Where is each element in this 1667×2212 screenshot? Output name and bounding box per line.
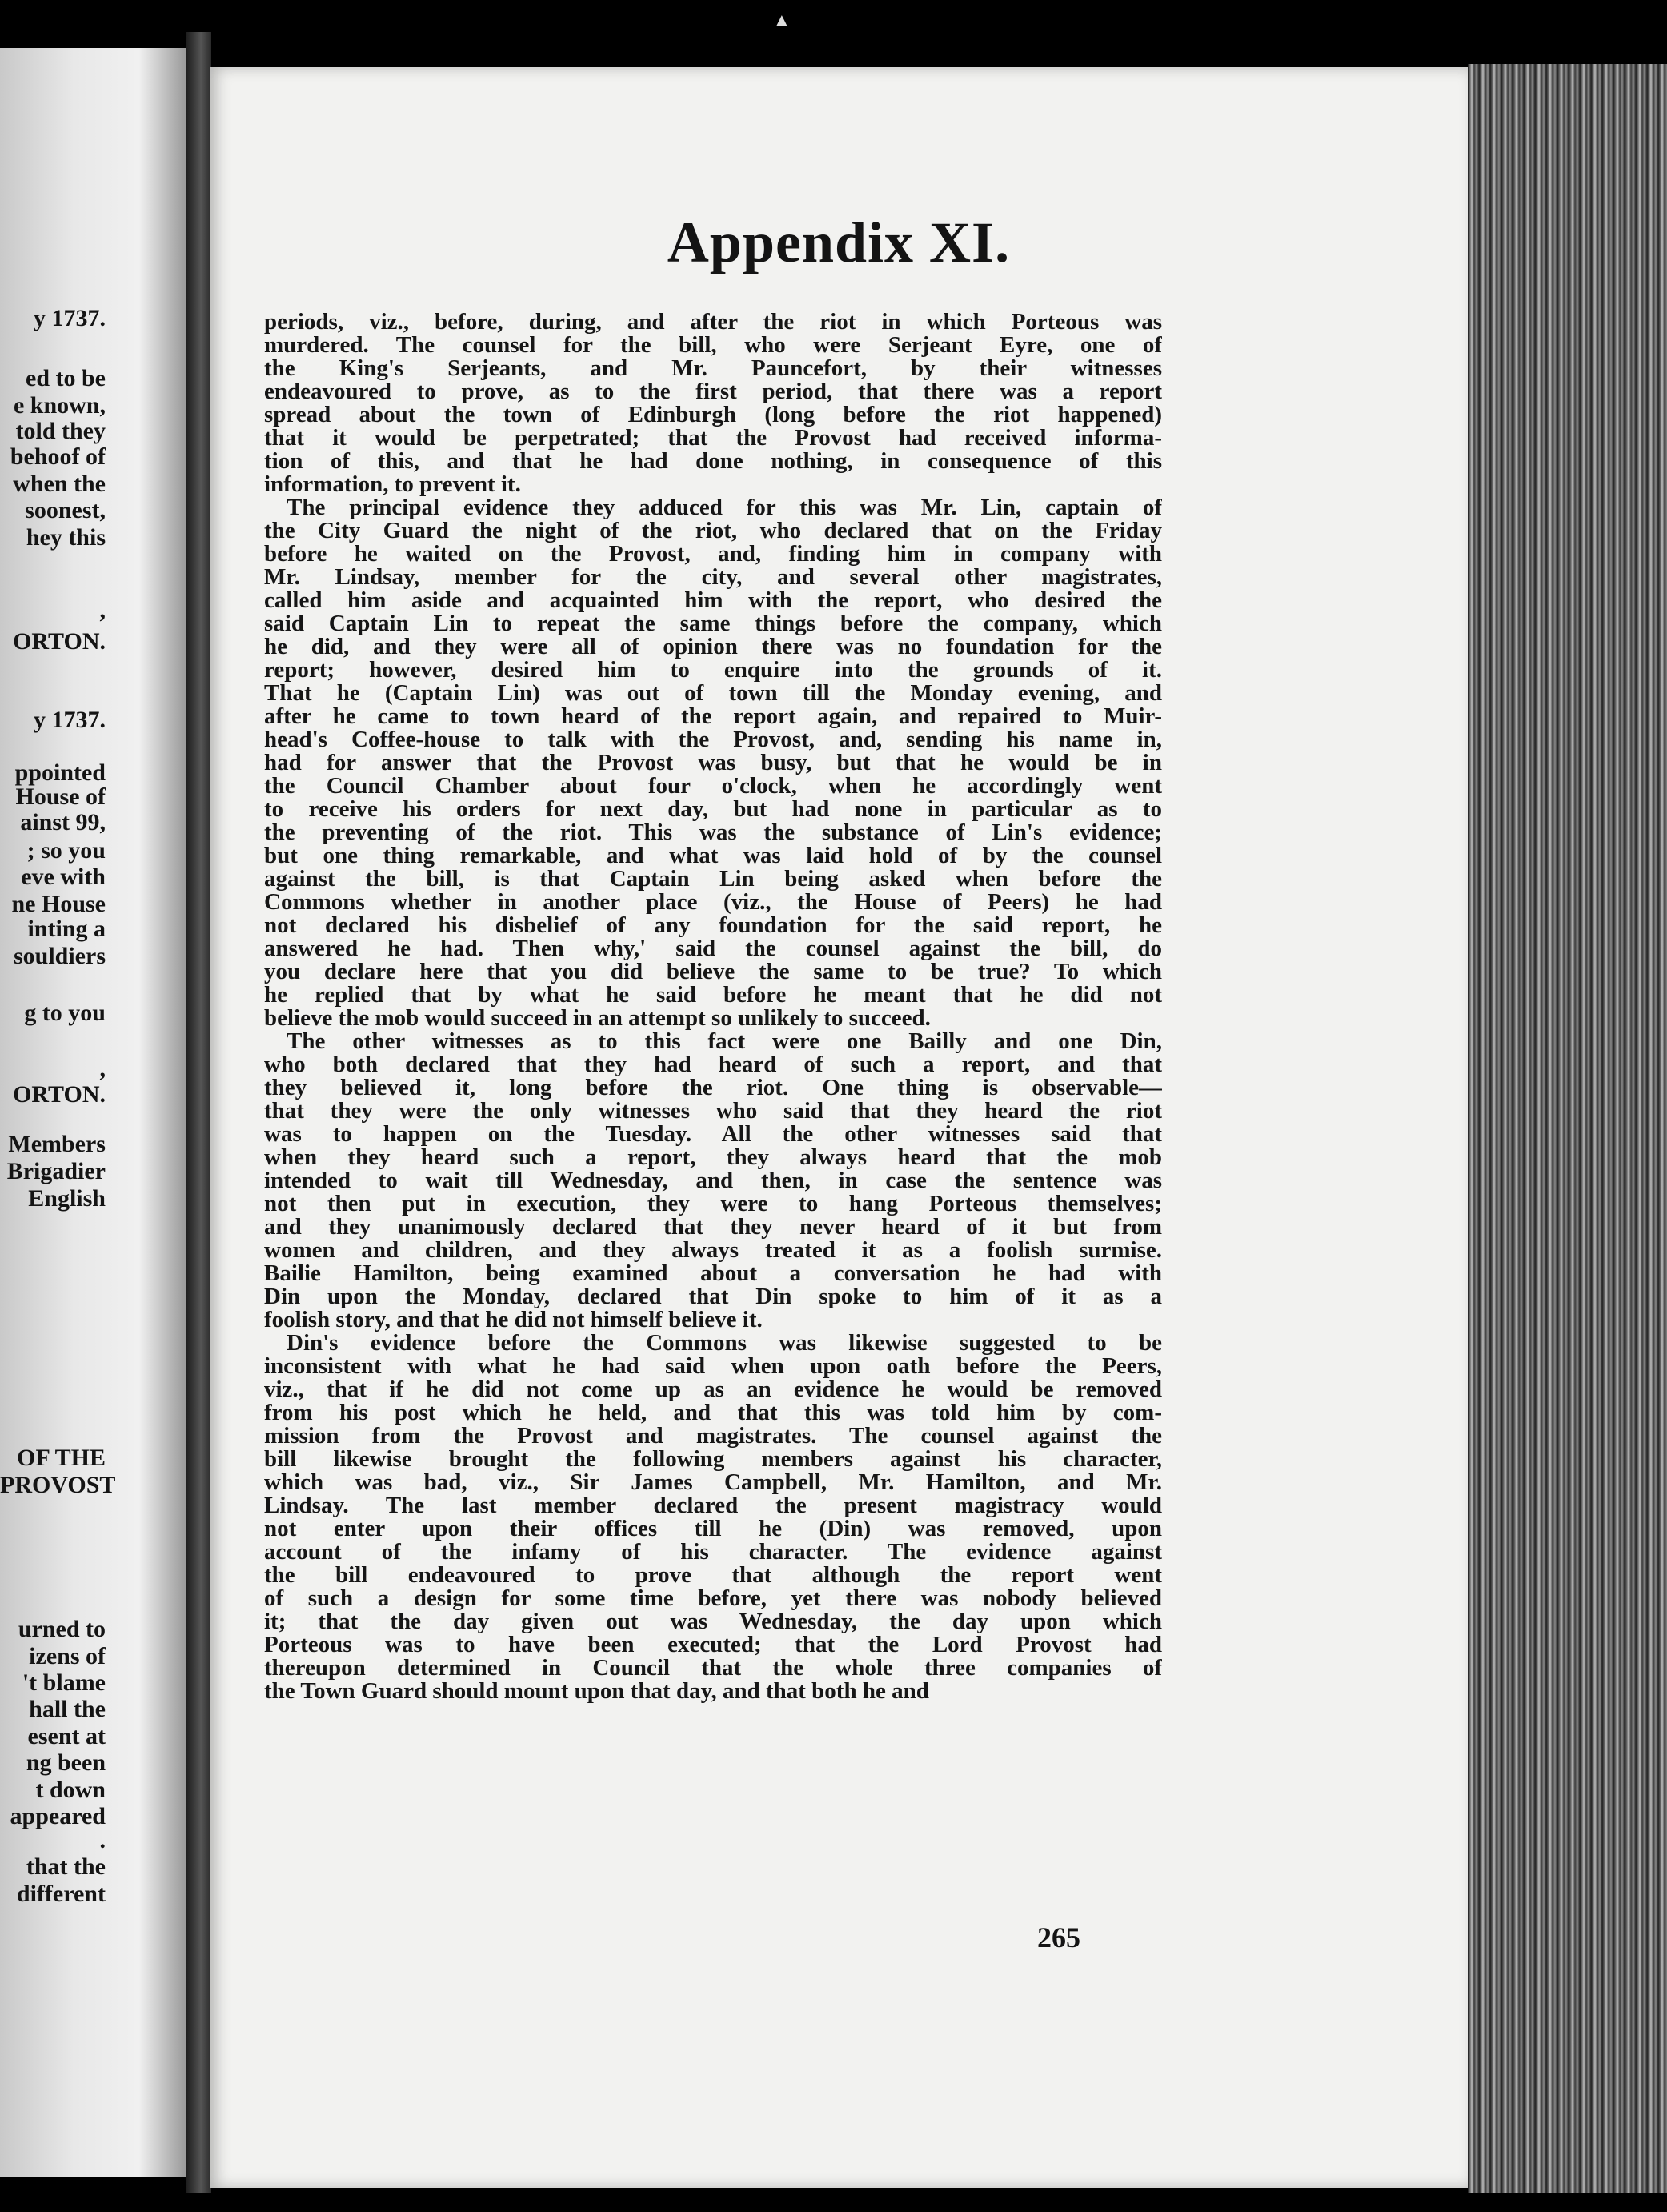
- text-line: the King's Serjeants, and Mr. Pauncefort, by their witnesses: [264, 357, 1162, 380]
- left-page-fragment: 't blame: [22, 1669, 106, 1696]
- text-line: it; that the day given out was Wednesday, the day upon which: [264, 1610, 1162, 1633]
- text-line: murdered. The counsel for the bill, who were Serjeant Eyre, one of: [264, 334, 1162, 357]
- page-edges: [1468, 64, 1667, 2193]
- text-line: women and children, and they always treated it as a foolish surmise.: [264, 1239, 1162, 1262]
- left-page-fragment: behoof of: [10, 443, 106, 470]
- book-gutter: [186, 32, 211, 2193]
- left-page-fragment: ne House: [11, 891, 106, 917]
- body-text: [264, 311, 1162, 1703]
- left-page-fragment: appeared: [10, 1803, 106, 1829]
- left-page-fragment: that the: [26, 1853, 106, 1880]
- left-page-fragment: ppointed: [14, 759, 106, 786]
- text-line: after he came to town heard of the report again, and repaired to Muir-: [264, 705, 1162, 728]
- text-line: head's Coffee-house to talk with the Provost, and, sending his name in,: [264, 728, 1162, 751]
- text-line: against the bill, is that Captain Lin being asked when before the: [264, 868, 1162, 891]
- left-page-fragment: y 1737.: [34, 305, 106, 331]
- left-page-fragment: hall the: [29, 1696, 106, 1722]
- left-page-fragment: souldiers: [13, 943, 106, 969]
- left-page-fragment: told they: [15, 418, 106, 444]
- text-line: not enter upon their offices till he (Din) was removed, upon: [264, 1517, 1162, 1541]
- left-page-fragment: hey this: [26, 524, 106, 551]
- left-page-fragment: Brigadier: [6, 1158, 106, 1184]
- left-page-fragment: when the: [13, 471, 106, 497]
- text-line: before he waited on the Provost, and, finding him in company with: [264, 543, 1162, 566]
- left-page-fragment: ainst 99,: [20, 809, 106, 836]
- text-line: Mr. Lindsay, member for the city, and several other magistrates,: [264, 566, 1162, 589]
- text-line: was to happen on the Tuesday. All the other witnesses said that: [264, 1123, 1162, 1146]
- left-page-fragment: .: [99, 1827, 106, 1853]
- text-line: he did, and they were all of opinion there was no foundation for the: [264, 635, 1162, 659]
- text-line: the bill endeavoured to prove that although the report went: [264, 1564, 1162, 1587]
- left-page-fragment: English: [28, 1185, 106, 1212]
- left-page-fragment: izens of: [29, 1643, 106, 1669]
- text-line: Commons whether in another place (viz., the House of Peers) he had: [264, 891, 1162, 914]
- left-page-fragment: esent at: [27, 1723, 106, 1749]
- text-line: Porteous was to have been executed; that the Lord Provost had: [264, 1633, 1162, 1657]
- text-line: not declared his disbelief of any foundation for the said report, he: [264, 914, 1162, 937]
- text-line: spread about the town of Edinburgh (long before the riot happened): [264, 403, 1162, 427]
- text-line: when they heard such a report, they always heard that the mob: [264, 1146, 1162, 1169]
- text-line: The principal evidence they adduced for this was Mr. Lin, captain of: [287, 496, 1162, 519]
- left-page-fragment: e known,: [13, 392, 106, 419]
- text-line: information, to prevent it.: [264, 473, 521, 496]
- text-line: The other witnesses as to this fact were one Bailly and one Din,: [287, 1030, 1162, 1053]
- text-line: foolish story, and that he did not himself believe it.: [264, 1308, 763, 1332]
- left-page-fragment: ed to be: [26, 365, 106, 391]
- text-line: endeavoured to prove, as to the first period, that there was a report: [264, 380, 1162, 403]
- left-page-fragment: different: [16, 1881, 106, 1907]
- text-line: bill likewise brought the following members against his character,: [264, 1448, 1162, 1471]
- left-page-fragment: ,: [99, 597, 106, 623]
- text-line: periods, viz., before, during, and after the riot in which Porteous was: [264, 311, 1162, 334]
- text-line: inconsistent with what he had said when upon oath before the Peers,: [264, 1355, 1162, 1378]
- left-page-fragment: soonest,: [25, 497, 106, 523]
- text-line: they believed it, long before the riot. One thing is observable—: [264, 1076, 1162, 1100]
- text-line: had for answer that the Provost was busy, but that he would be in: [264, 751, 1162, 775]
- text-line: he replied that by what he said before he meant that he did not: [264, 984, 1162, 1007]
- text-line: you declare here that you did believe the same to be true? To which: [264, 960, 1162, 984]
- left-page-fragment: urned to: [18, 1616, 106, 1642]
- text-line: Din upon the Monday, declared that Din spoke to him of it as a: [264, 1285, 1162, 1308]
- scan-mark: ▲: [773, 10, 791, 30]
- left-page-fragment: ORTON.: [13, 628, 106, 655]
- text-line: answered he had. Then why,' said the counsel against the bill, do: [264, 937, 1162, 960]
- text-line: said Captain Lin to repeat the same things before the company, which: [264, 612, 1162, 635]
- left-page-fragment: ,: [99, 1056, 106, 1082]
- left-page-fragment: g to you: [24, 1000, 106, 1026]
- text-line: that they were the only witnesses who said that they heard the riot: [264, 1100, 1162, 1123]
- text-line: mission from the Provost and magistrates. The counsel against the: [264, 1425, 1162, 1448]
- left-page-fragment: OF THE: [17, 1445, 106, 1471]
- text-line: which was bad, viz., Sir James Campbell, Mr. Hamilton, and Mr.: [264, 1471, 1162, 1494]
- text-line: who both declared that they had heard of such a report, and that: [264, 1053, 1162, 1076]
- text-line: from his post which he held, and that this was told him by com-: [264, 1401, 1162, 1425]
- text-line: the preventing of the riot. This was the substance of Lin's evidence;: [264, 821, 1162, 844]
- left-facing-page: [0, 48, 186, 2177]
- left-page-fragment: ; so you: [26, 837, 106, 864]
- text-line: to receive his orders for next day, but had none in particular as to: [264, 798, 1162, 821]
- left-page-fragment: eve with: [21, 864, 106, 890]
- text-line: report; however, desired him to enquire into the grounds of it.: [264, 659, 1162, 682]
- page-title: Appendix XI.: [667, 210, 1011, 274]
- left-page-fragment: y 1737.: [34, 707, 106, 733]
- text-line: called him aside and acquainted him with the report, who desired the: [264, 589, 1162, 612]
- text-line: Bailie Hamilton, being examined about a conversation he had with: [264, 1262, 1162, 1285]
- text-line: and they unanimously declared that they never heard of it but from: [264, 1216, 1162, 1239]
- left-page-fragment: PROVOST: [0, 1472, 116, 1498]
- text-line: of such a design for some time before, yet there was nobody believed: [264, 1587, 1162, 1610]
- text-line: intended to wait till Wednesday, and then, in case the sentence was: [264, 1169, 1162, 1192]
- left-page-fragment: Members: [8, 1131, 106, 1157]
- text-line: the Council Chamber about four o'clock, when he accordingly went: [264, 775, 1162, 798]
- text-line: viz., that if he did not come up as an evidence he would be removed: [264, 1378, 1162, 1401]
- text-line: account of the infamy of his character. The evidence against: [264, 1541, 1162, 1564]
- text-line: tion of this, and that he had done nothing, in consequence of this: [264, 450, 1162, 473]
- text-line: Lindsay. The last member declared the present magistracy would: [264, 1494, 1162, 1517]
- text-line: the City Guard the night of the riot, who declared that on the Friday: [264, 519, 1162, 543]
- left-page-fragment: t down: [35, 1777, 106, 1803]
- page-number: 265: [1037, 1921, 1080, 1954]
- text-line: not then put in execution, they were to hang Porteous themselves;: [264, 1192, 1162, 1216]
- text-line: That he (Captain Lin) was out of town till the Monday evening, and: [264, 682, 1162, 705]
- text-line: thereupon determined in Council that the whole three companies of: [264, 1657, 1162, 1680]
- left-page-fragment: House of: [15, 783, 106, 810]
- left-page-fragment: inting a: [27, 916, 106, 942]
- text-line: Din's evidence before the Commons was likewise suggested to be: [287, 1332, 1162, 1355]
- left-page-fragment: ng been: [26, 1749, 106, 1776]
- text-line: but one thing remarkable, and what was laid hold of by the counsel: [264, 844, 1162, 868]
- text-line: the Town Guard should mount upon that day, and that both he and: [264, 1680, 929, 1703]
- text-line: believe the mob would succeed in an attempt so unlikely to succeed.: [264, 1007, 931, 1030]
- text-line: that it would be perpetrated; that the Provost had received informa-: [264, 427, 1162, 450]
- left-page-fragment: ORTON.: [13, 1081, 106, 1108]
